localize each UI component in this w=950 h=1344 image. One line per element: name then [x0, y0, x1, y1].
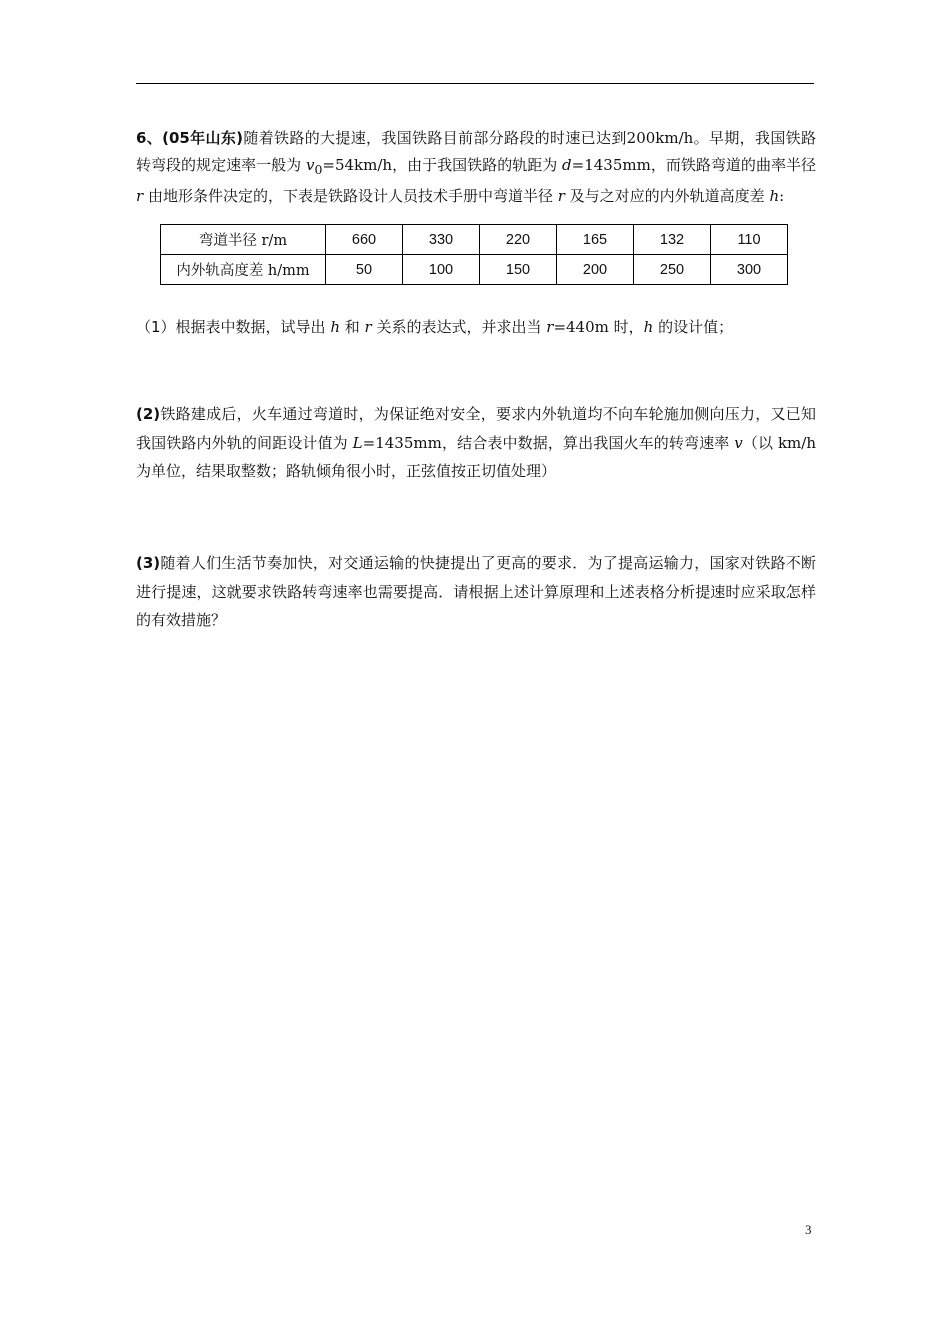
question-2-label: (2) [136, 405, 161, 423]
problem-number: 6、 [136, 129, 163, 147]
header-rule [136, 83, 814, 84]
problem-source: (05年山东) [162, 129, 244, 147]
table-cell: 220 [480, 225, 557, 255]
page-number: 3 [805, 1222, 812, 1237]
table-row [161, 255, 788, 285]
question-1-label: （1） [136, 318, 176, 336]
table-cell: 660 [326, 225, 403, 255]
data-table [160, 224, 788, 285]
table-cell: 165 [557, 225, 634, 255]
table-cell: 250 [634, 255, 711, 285]
table-cell: 330 [403, 225, 480, 255]
question-3: (3)随着人们生活节奏加快，对交通运输的快捷提出了更高的要求．为了提高运输力，国家对铁路不断进行提速，这就要求铁路转弯速率也需要提高．请根据上述计算原理和上述表格分析提速时应采取怎样的有效措施？ [136, 554, 816, 629]
question-1: （1）根据表中数据，试导出 h 和 r 关系的表达式，并求出当 r=440m 时，h 的设计值； [136, 318, 734, 336]
table-row [161, 225, 788, 255]
problem-statement: 6、(05年山东)随着铁路的大提速，我国铁路目前部分路段的时速已达到200km/h。早期，我国铁路转弯段的规定速率一般为 $v_0=54km/h$，由于我国铁路的轨距为 d=1435mm，而铁路弯道的曲率半径 r 由地形条件决定的，下表是铁路设计人员技术手册中弯道半径 r 及与之对应的内外轨道高度差 h: [136, 129, 816, 205]
table-cell: 132 [634, 225, 711, 255]
table-cell: 100 [403, 255, 480, 285]
table-cell: 200 [557, 255, 634, 285]
table-cell: 150 [480, 255, 557, 285]
table-row-label: 弯道半径 r/m [161, 225, 326, 255]
table-cell: 50 [326, 255, 403, 285]
table-row-label: 内外轨高度差 h/mm [161, 255, 326, 285]
table-cell: 110 [711, 225, 788, 255]
question-3-label: (3) [136, 554, 161, 572]
question-2: (2)铁路建成后，火车通过弯道时，为保证绝对安全，要求内外轨道均不向车轮施加侧向压力，又已知我国铁路内外轨的间距设计值为 L=1435mm，结合表中数据，算出我国火车的转弯速率 v（以 km/h 为单位，结果取整数；路轨倾角很小时，正弦值按正切值处理） [136, 405, 816, 480]
table-cell: 300 [711, 255, 788, 285]
